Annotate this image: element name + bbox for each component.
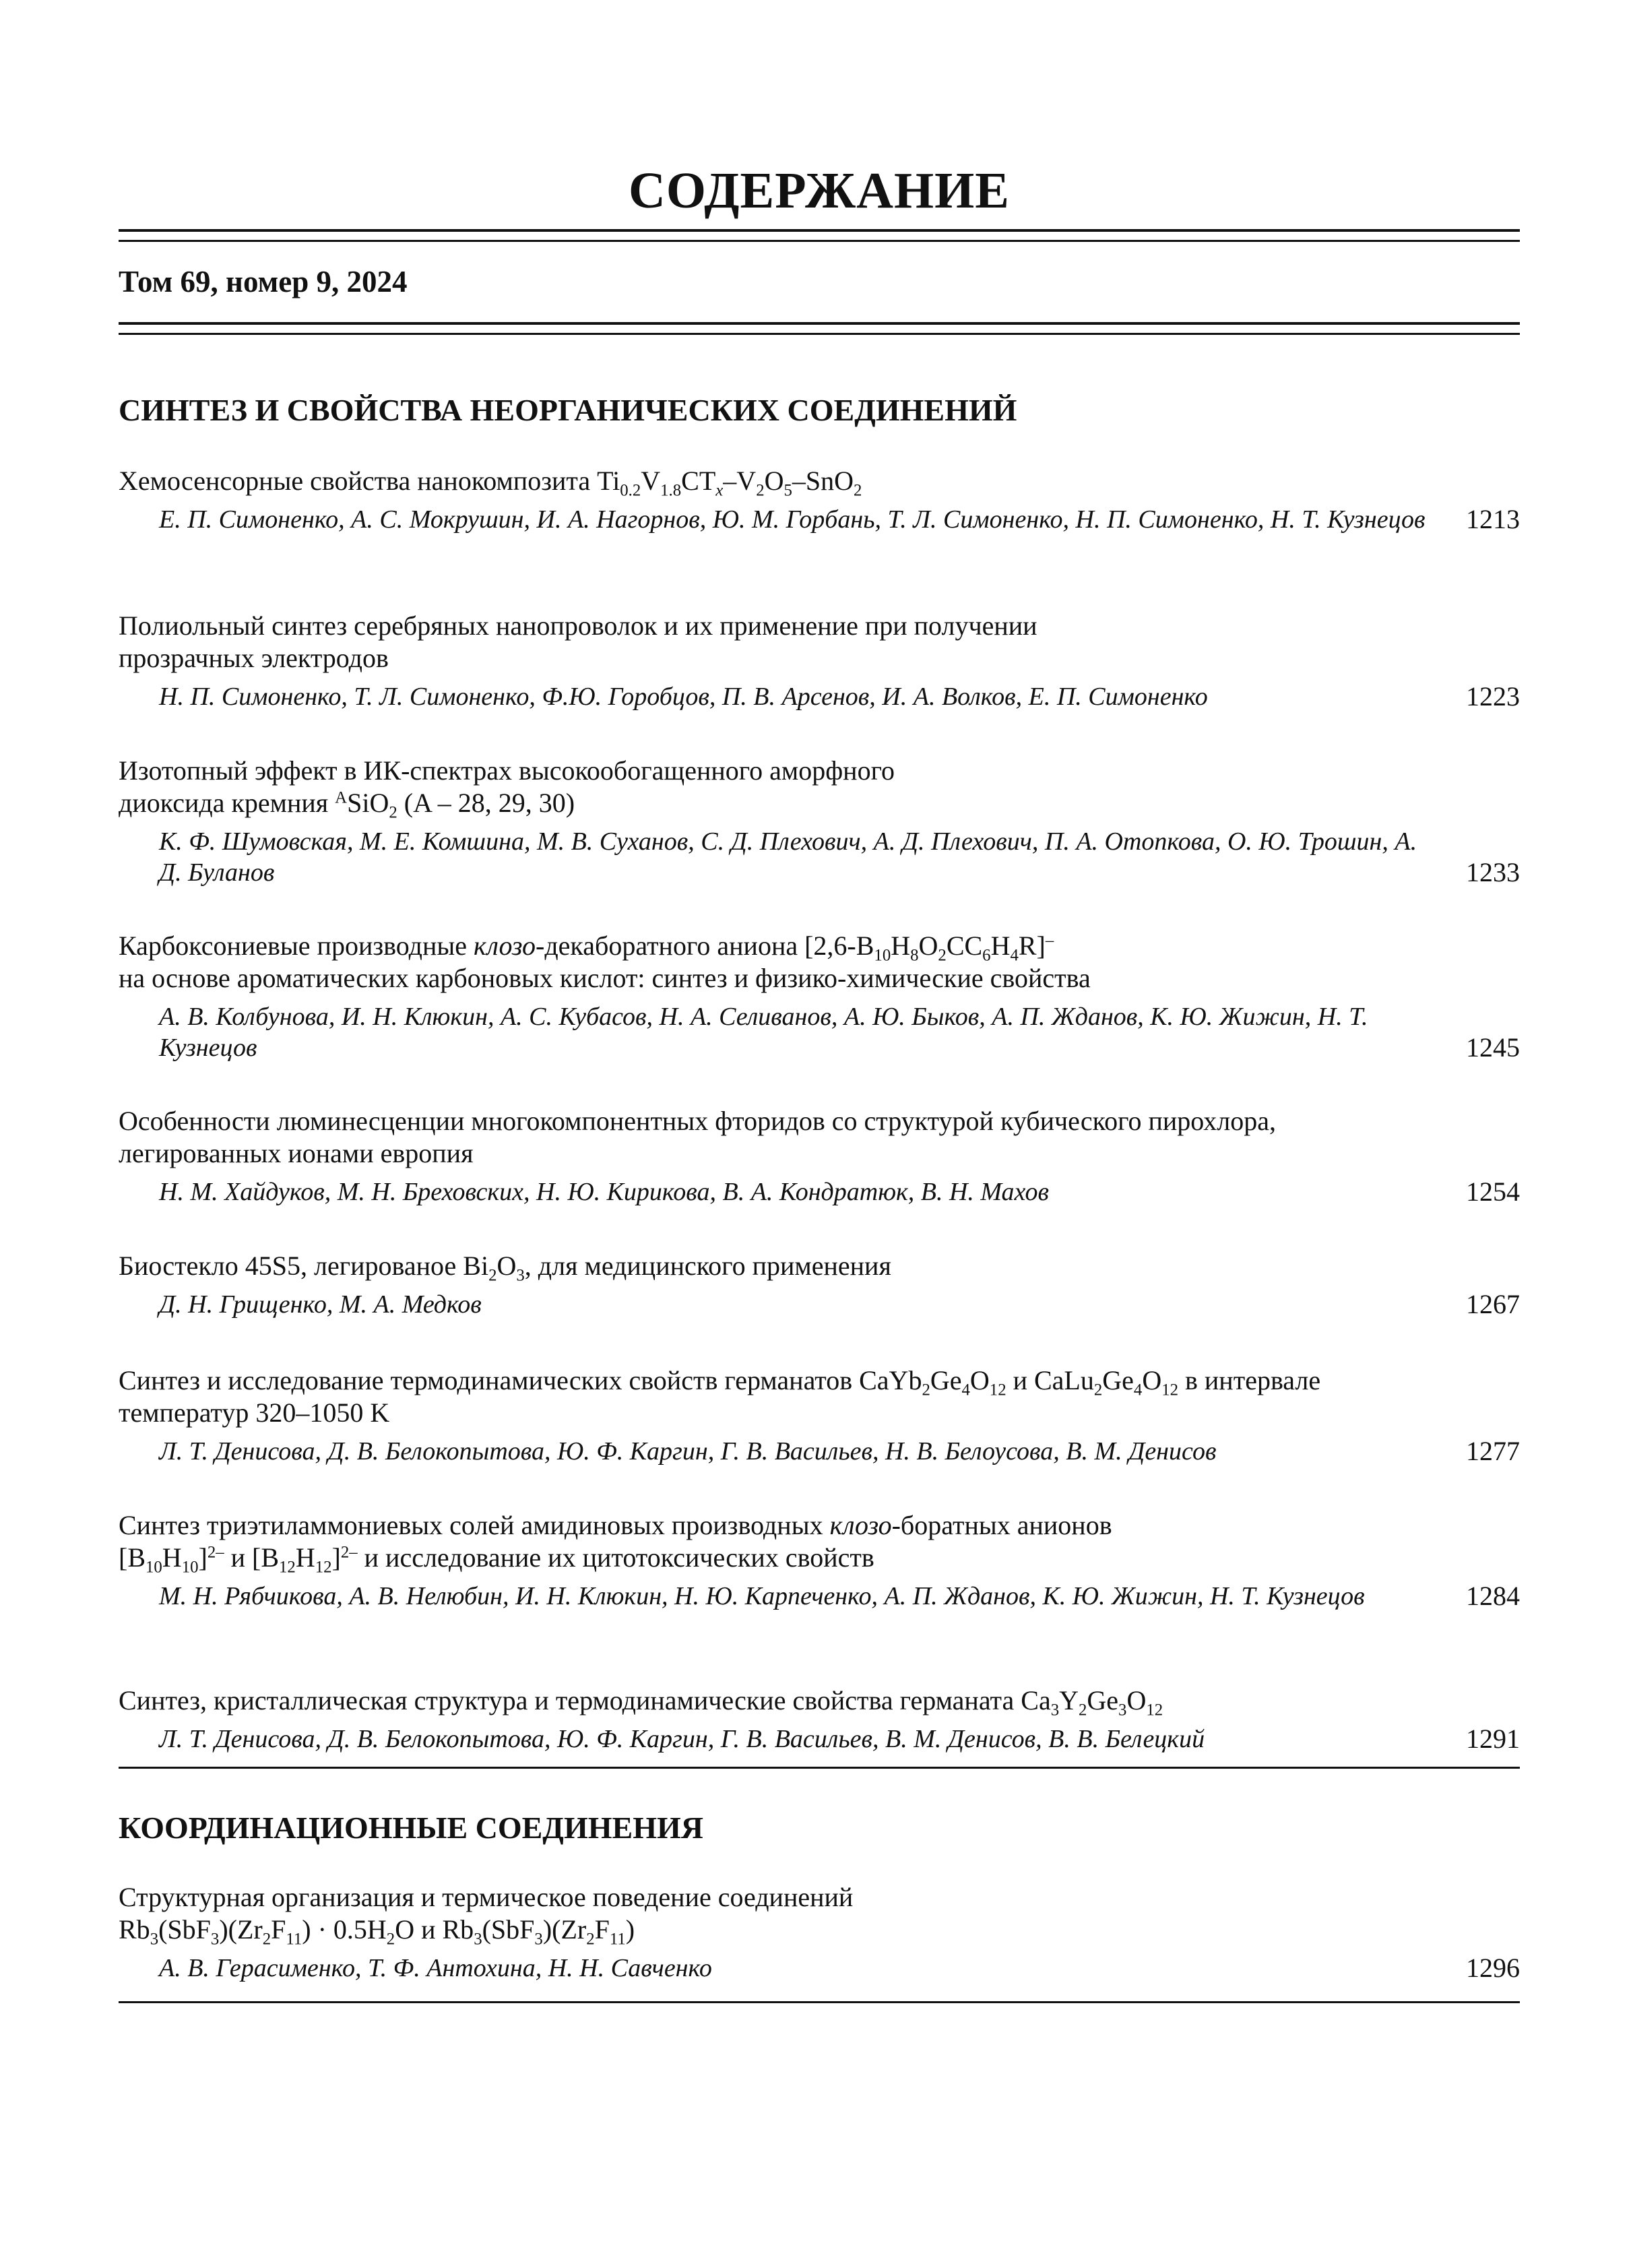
toc-entry[interactable] — [119, 1105, 1520, 1207]
article-title[interactable]: Карбоксониевые производные клозо-декаборатного аниона $[2,6-B_{10}H_8O_2CC_6H_4R]^-$ на основе ароматических карбоновых кислот: синтез и физико-химические свойства — [119, 931, 1091, 993]
title-rule-top — [119, 229, 1520, 232]
article-title[interactable]: Полиольный синтез серебряных нанопроволок и их применение при получении прозрачных электродов — [119, 610, 1037, 673]
page-title: СОДЕРЖАНИЕ — [629, 162, 1010, 219]
article-authors: М. Н. Рябчикова, А. В. Нелюбин, И. Н. Клюкин, Н. Ю. Карпеченко, А. П. Жданов, К. Ю. Жижин, Н. Т. Кузнецов — [159, 1582, 1365, 1610]
article-title[interactable]: Биостекло 45S5, легированое $Bi_2O_3$, для медицинского применения — [119, 1251, 891, 1285]
bottom-rule — [119, 2001, 1520, 2003]
toc-entry[interactable] — [119, 1364, 1520, 1467]
toc-entry[interactable] — [119, 930, 1520, 1063]
article-page[interactable]: 1296 — [1466, 1953, 1520, 1983]
article-title[interactable]: Особенности люминесценции многокомпонентных фторидов со структурой кубического пирохлора, легированных ионами европия — [119, 1106, 1277, 1168]
article-page[interactable]: 1291 — [1466, 1724, 1520, 1754]
article-authors: Д. Н. Грищенко, М. А. Медков — [159, 1290, 482, 1319]
toc-entry[interactable] — [119, 610, 1520, 712]
article-authors: К. Ф. Шумовская, М. Е. Комшина, М. В. Суханов, С. Д. Плехович, А. Д. Плехович, П. А. Отопкова, О. Ю. Трошин, А. Д. Буланов — [159, 827, 1417, 887]
article-authors: А. В. Колбунова, И. Н. Клюкин, А. С. Кубасов, Н. А. Селиванов, А. Ю. Быков, А. П. Жданов, К. Ю. Жижин, Н. Т. Кузнецов — [159, 1003, 1368, 1062]
article-page[interactable]: 1223 — [1466, 681, 1520, 712]
article-title[interactable]: Хемосенсорные свойства нанокомпозита $Ti_{0.2}V_{1.8}CT_x-V_2O_5-SnO_2$ — [119, 466, 862, 500]
title-rule-bottom — [119, 240, 1520, 242]
article-authors: Л. Т. Денисова, Д. В. Белокопытова, Ю. Ф. Каргин, Г. В. Васильев, Н. В. Белоусова, В. М. Денисов — [159, 1437, 1217, 1466]
article-title[interactable]: Синтез, кристаллическая структура и термодинамические свойства германата $Ca_3Y_2Ge_3O_{12}$ — [119, 1685, 1163, 1720]
article-page[interactable]: 1245 — [1466, 1032, 1520, 1063]
toc-entry[interactable] — [119, 1509, 1520, 1612]
section-divider — [119, 1767, 1520, 1769]
article-page[interactable]: 1233 — [1466, 857, 1520, 887]
toc-entry[interactable] — [119, 1250, 1520, 1320]
article-title[interactable]: Синтез триэтиламмониевых солей амидиновых производных клозо-боратных анионов $[B_{10}H_{10}]^{2-}$ и $[B_{12}H_{12}]^{2-}$ и исследование их цитотоксических свойств — [119, 1510, 1112, 1577]
issue-rule-top — [119, 322, 1520, 325]
article-authors: Л. Т. Денисова, Д. В. Белокопытова, Ю. Ф. Каргин, Г. В. Васильев, В. М. Денисов, В. В. Белецкий — [159, 1725, 1205, 1753]
article-authors: А. В. Герасименко, Т. Ф. Антохина, Н. Н. Савченко — [159, 1954, 712, 1982]
article-title[interactable]: Изотопный эффект в ИК-спектрах высокообогащенного аморфного диоксида кремния $^A$SiO$_2$ (A – 28, 29, 30) — [119, 755, 895, 822]
article-page[interactable]: 1277 — [1466, 1436, 1520, 1466]
section-title-coordination: КООРДИНАЦИОННЫЕ СОЕДИНЕНИЯ — [119, 1810, 703, 1845]
toc-entry[interactable] — [119, 755, 1520, 888]
article-authors: Н. М. Хайдуков, М. Н. Бреховских, Н. Ю. Кирикова, В. А. Кондратюк, В. Н. Махов — [159, 1178, 1049, 1206]
article-authors: Е. П. Симоненко, А. С. Мокрушин, И. А. Нагорнов, Ю. М. Горбань, Т. Л. Симоненко, Н. П. Симоненко, Н. Т. Кузнецов — [159, 505, 1426, 534]
toc-entry[interactable] — [119, 1684, 1520, 1755]
article-page[interactable]: 1254 — [1466, 1176, 1520, 1207]
article-page[interactable]: 1284 — [1466, 1581, 1520, 1611]
issue-info: Том 69, номер 9, 2024 — [119, 265, 408, 298]
article-authors: Н. П. Симоненко, Т. Л. Симоненко, Ф.Ю. Горобцов, П. В. Арсенов, И. А. Волков, Е. П. Симоненко — [159, 683, 1208, 711]
article-page[interactable]: 1213 — [1466, 504, 1520, 534]
article-title[interactable]: Синтез и исследование термодинамических свойств германатов $CaYb_2Ge_4O_{12}$ и $CaLu_2Ge_4O_{12}$ в интервале температур 320–1050 K — [119, 1365, 1321, 1428]
toc-entry[interactable] — [119, 1881, 1520, 1984]
section-title-inorganic: СИНТЕЗ И СВОЙСТВА НЕОРГАНИЧЕСКИХ СОЕДИНЕНИЙ — [119, 393, 1017, 427]
article-title[interactable]: Структурная организация и термическое поведение соединений $Rb_3(SbF_3)(Zr_2F_{11}) \cdot 0.5H_2O$ и $Rb_3(SbF_3)(Zr_2F_{11})$ — [119, 1882, 854, 1949]
article-page[interactable]: 1267 — [1466, 1289, 1520, 1319]
toc-entry[interactable] — [119, 465, 1520, 535]
issue-rule-bottom — [119, 333, 1520, 335]
